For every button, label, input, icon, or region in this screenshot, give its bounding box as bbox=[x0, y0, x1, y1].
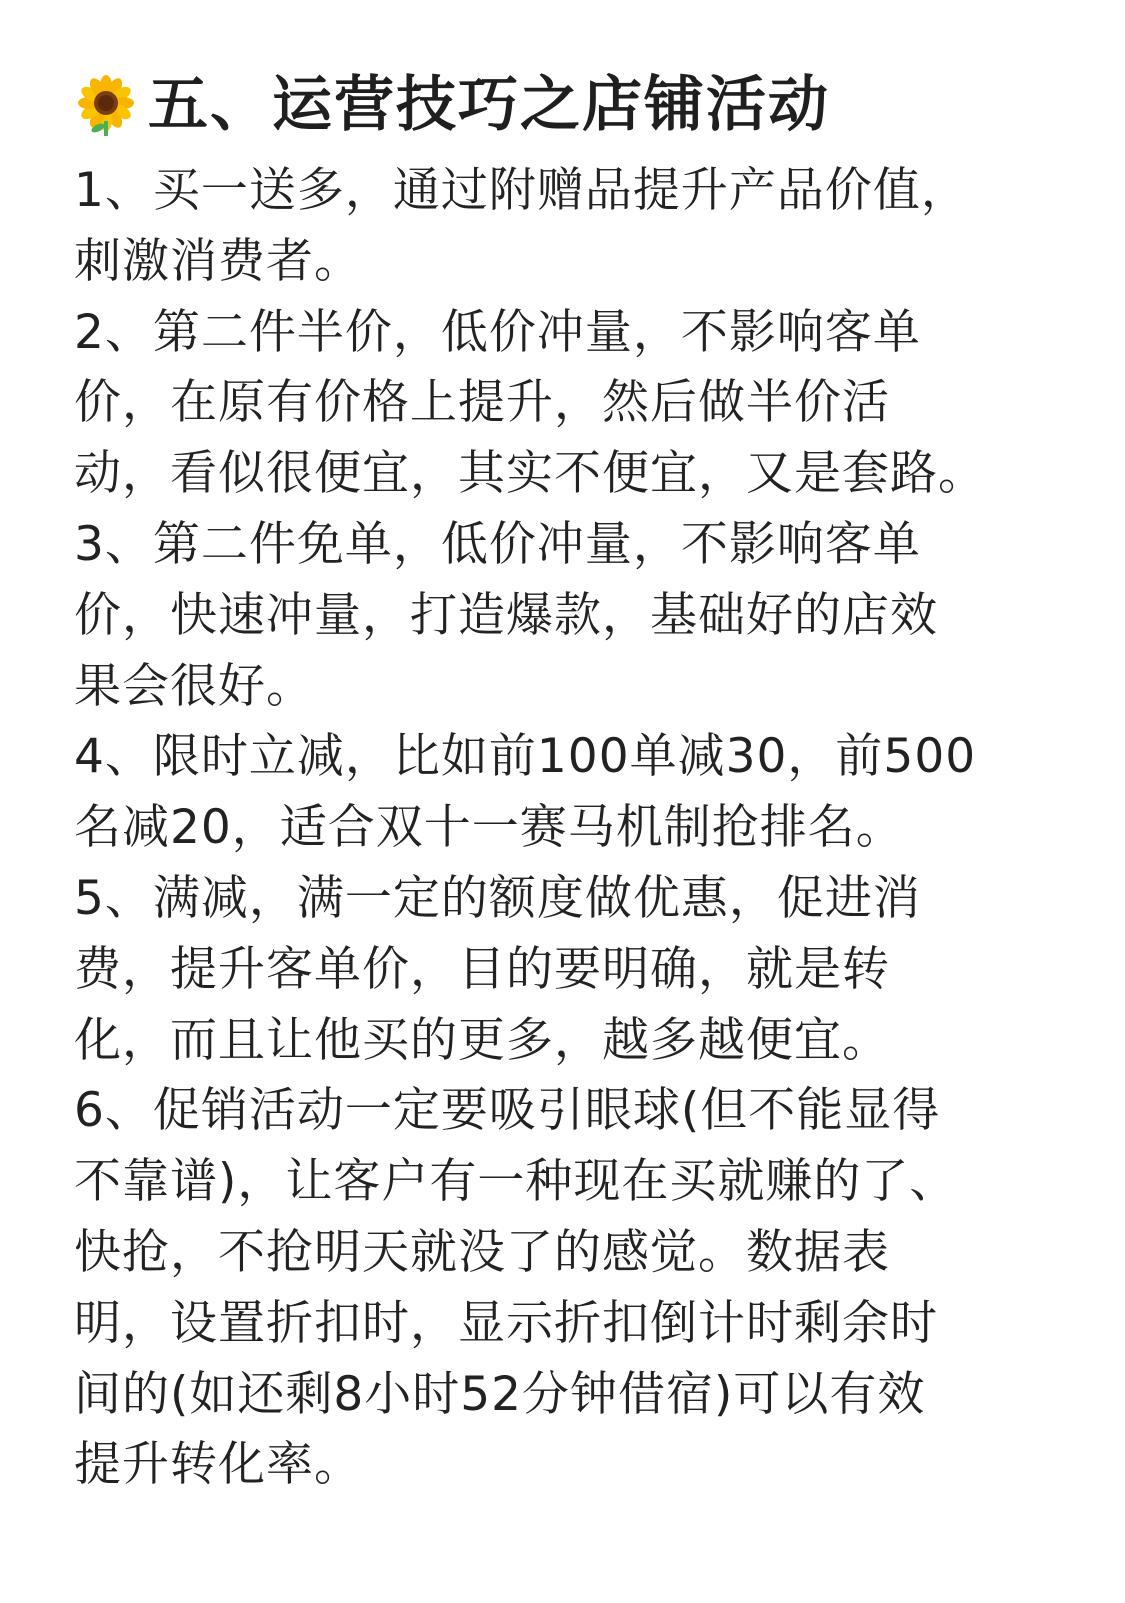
article-body bbox=[74, 156, 1054, 1501]
text-line: 明，设置折扣时，显示折扣倒计时剩余时 bbox=[74, 1295, 938, 1351]
text-line: 2、第二件半价，低价冲量，不影响客单 bbox=[74, 304, 921, 360]
text-line: 间的(如还剩8小时52分钟借宿)可以有效 bbox=[74, 1366, 926, 1422]
text-line: 3、第二件免单，低价冲量，不影响客单 bbox=[74, 516, 921, 572]
text-line: 1、买一送多，通过附赠品提升产品价值， bbox=[74, 163, 969, 218]
text-line: 化，而且让他买的更多，越多越便宜。 bbox=[74, 1012, 890, 1068]
text-line: 果会很好。 bbox=[74, 658, 314, 714]
page-title: 五、运营技巧之店铺活动 bbox=[148, 70, 830, 140]
text-line: 不靠谱)，让客户有一种现在买就赚的了、 bbox=[74, 1154, 958, 1210]
text-line: 价，在原有价格上提升，然后做半价活 bbox=[74, 375, 890, 431]
title-row bbox=[74, 64, 1074, 146]
text-line: 5、满减，满一定的额度做优惠，促进消 bbox=[74, 870, 921, 926]
text-line: 提升转化率。 bbox=[74, 1437, 362, 1493]
text-line: 快抢，不抢明天就没了的感觉。数据表 bbox=[74, 1224, 890, 1280]
text-line: 价，快速冲量，打造爆款，基础好的店效 bbox=[74, 587, 938, 643]
sunflower-icon bbox=[74, 73, 138, 137]
text-line: 刺激消费者。 bbox=[74, 233, 362, 289]
text-line: 名减20，适合双十一赛马机制抢排名。 bbox=[74, 800, 904, 856]
text-line: 动，看似很便宜，其实不便宜，又是套路。 bbox=[74, 446, 986, 502]
text-line: 费，提升客单价，目的要明确，就是转 bbox=[74, 941, 890, 997]
text-line: 4、限时立减，比如前100单减30，前500 bbox=[74, 729, 977, 785]
text-line: 6、促销活动一定要吸引眼球(但不能显得 bbox=[74, 1083, 941, 1139]
